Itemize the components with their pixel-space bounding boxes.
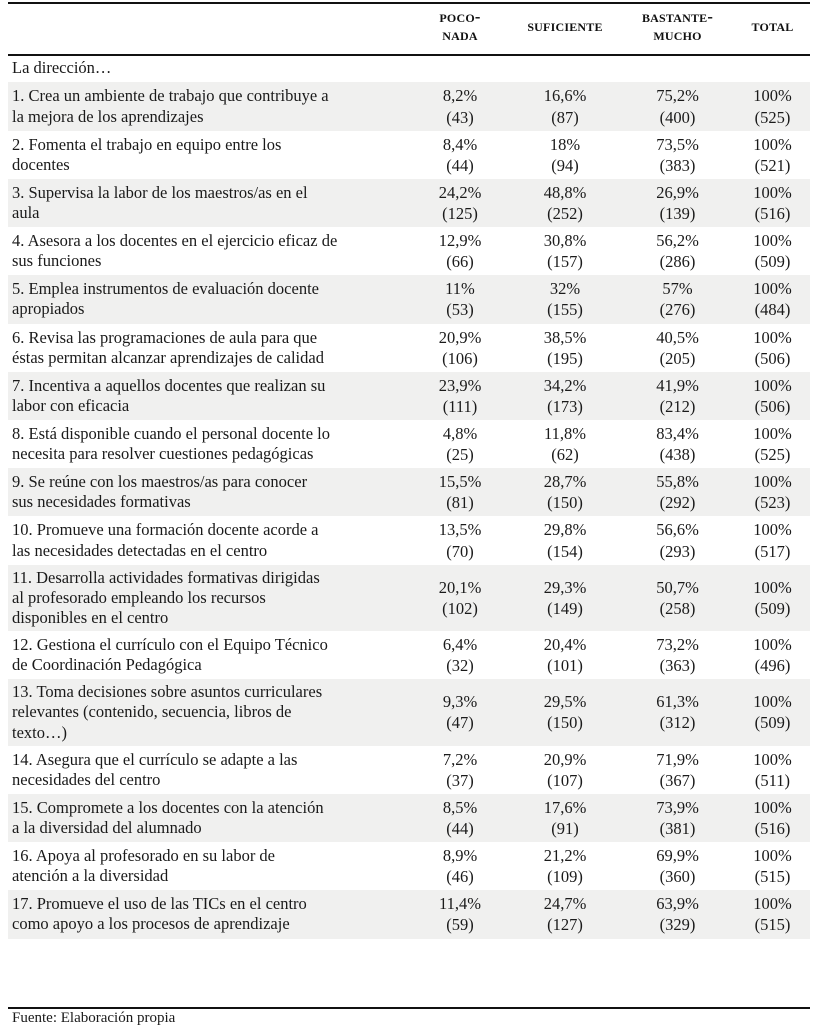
row-cell-total-count: (525) [754, 445, 791, 465]
source-note: Fuente: Elaboración propia [12, 1010, 176, 1026]
row-cell-suficiente-count: (252) [547, 204, 583, 224]
row-cell-suficiente-percent: 24,7% [543, 894, 587, 914]
column-header-poco-nada-line2: nada [442, 25, 478, 44]
table-row [8, 746, 810, 794]
row-cell-bastante-mucho-count: (286) [659, 252, 696, 272]
table-bottom-rule [8, 1007, 810, 1009]
row-cell-bastante-mucho-percent: 61,3% [656, 692, 699, 712]
row-item-label-line: necesita para resolver cuestiones pedagógicas [12, 444, 314, 464]
row-cell-bastante-mucho [620, 565, 735, 631]
row-item-label-line: sus necesidades formativas [12, 492, 191, 512]
row-cell-bastante-mucho-percent: 56,2% [656, 231, 699, 251]
row-cell-total [735, 420, 810, 468]
row-cell-suficiente [510, 842, 620, 890]
row-cell-suficiente-count: (87) [551, 107, 579, 127]
row-cell-suficiente-percent: 18% [549, 134, 581, 154]
row-cell-poco-nada [410, 372, 510, 420]
row-cell-poco-nada-count: (102) [442, 598, 478, 618]
table-row [8, 227, 810, 275]
row-cell-total-percent: 100% [753, 797, 792, 817]
row-cell-poco-nada [410, 842, 510, 890]
row-cell-total-percent: 100% [753, 692, 792, 712]
row-item-label [8, 324, 410, 372]
row-cell-bastante-mucho [620, 227, 735, 275]
row-cell-bastante-mucho [620, 468, 735, 516]
row-cell-poco-nada-count: (53) [446, 300, 474, 320]
row-cell-bastante-mucho-percent: 57% [662, 279, 693, 299]
row-item-label-line: las necesidades detectadas en el centro [12, 540, 268, 560]
column-header-item [8, 0, 410, 52]
table-header-rule [8, 54, 810, 56]
row-cell-total-percent: 100% [753, 327, 792, 347]
row-cell-total-percent: 100% [753, 231, 792, 251]
row-item-label-line: 14. Asegura que el currículo se adapte a las [12, 749, 298, 769]
row-cell-bastante-mucho-count: (205) [659, 348, 696, 368]
row-cell-suficiente [510, 746, 620, 794]
row-cell-bastante-mucho [620, 516, 735, 564]
row-cell-suficiente-count: (173) [547, 396, 583, 416]
table-row [8, 794, 810, 842]
row-cell-bastante-mucho-percent: 71,9% [656, 749, 699, 769]
row-item-label [8, 131, 410, 179]
row-cell-poco-nada-percent: 8,4% [442, 134, 478, 154]
row-cell-suficiente-count: (150) [547, 713, 583, 733]
row-cell-total [735, 82, 810, 130]
row-cell-poco-nada [410, 420, 510, 468]
row-item-label [8, 372, 410, 420]
row-cell-poco-nada-count: (59) [446, 915, 474, 935]
row-cell-total-percent: 100% [753, 846, 792, 866]
row-cell-poco-nada [410, 179, 510, 227]
row-item-label-line: 15. Compromete a los docentes con la atención [12, 797, 324, 817]
row-cell-bastante-mucho [620, 372, 735, 420]
row-cell-bastante-mucho-percent: 26,9% [656, 182, 699, 202]
row-cell-bastante-mucho [620, 631, 735, 679]
row-cell-poco-nada-count: (25) [446, 445, 474, 465]
row-cell-poco-nada-percent: 20,1% [438, 577, 482, 597]
row-cell-bastante-mucho [620, 131, 735, 179]
column-header-suficiente: suficiente [527, 16, 603, 36]
row-cell-total [735, 468, 810, 516]
table-row [8, 131, 810, 179]
row-item-label-line: necesidades del centro [12, 769, 161, 789]
row-cell-bastante-mucho-count: (276) [659, 300, 696, 320]
row-cell-poco-nada-count: (66) [446, 252, 474, 272]
row-item-label [8, 679, 410, 745]
row-cell-total-count: (484) [754, 300, 791, 320]
row-cell-poco-nada-count: (47) [446, 713, 474, 733]
row-cell-bastante-mucho-count: (329) [659, 915, 696, 935]
row-cell-total [735, 565, 810, 631]
row-cell-total-percent: 100% [753, 182, 792, 202]
row-cell-suficiente-count: (127) [547, 915, 583, 935]
row-cell-poco-nada-count: (32) [446, 656, 474, 676]
row-item-label-line: 10. Promueve una formación docente acorde a [12, 520, 319, 540]
row-cell-poco-nada-count: (111) [442, 396, 478, 416]
row-cell-bastante-mucho-percent: 73,9% [656, 797, 699, 817]
column-header-bastante-mucho-line2: mucho [653, 25, 702, 44]
row-cell-suficiente-percent: 20,9% [543, 749, 587, 769]
row-cell-poco-nada [410, 890, 510, 938]
row-cell-poco-nada [410, 227, 510, 275]
row-cell-suficiente-count: (154) [547, 541, 583, 561]
table-body [8, 52, 810, 939]
row-cell-total-count: (506) [754, 396, 791, 416]
row-item-label-line: la mejora de los aprendizajes [12, 106, 204, 126]
table-header-row [8, 0, 810, 52]
row-cell-total-count: (516) [754, 204, 791, 224]
table-top-rule [8, 2, 810, 4]
row-cell-poco-nada [410, 631, 510, 679]
table-row [8, 468, 810, 516]
row-cell-suficiente-count: (62) [551, 445, 579, 465]
row-cell-poco-nada-count: (46) [446, 867, 474, 887]
row-cell-bastante-mucho-count: (258) [659, 598, 696, 618]
row-item-label [8, 565, 410, 631]
row-item-label-line: sus funciones [12, 251, 102, 271]
row-cell-bastante-mucho [620, 275, 735, 323]
row-cell-suficiente-percent: 29,5% [543, 692, 587, 712]
row-cell-total-percent: 100% [753, 749, 792, 769]
row-item-label-line: de Coordinación Pedagógica [12, 655, 202, 675]
row-item-label-line: 1. Crea un ambiente de trabajo que contribuye a [12, 86, 329, 106]
row-cell-bastante-mucho-percent: 41,9% [656, 375, 699, 395]
row-cell-suficiente [510, 890, 620, 938]
table-row [8, 179, 810, 227]
row-item-label [8, 746, 410, 794]
row-cell-total [735, 890, 810, 938]
row-cell-total-percent: 100% [753, 520, 792, 540]
row-cell-suficiente [510, 179, 620, 227]
row-cell-suficiente-percent: 21,2% [543, 846, 587, 866]
row-cell-suficiente [510, 420, 620, 468]
row-cell-total-percent: 100% [753, 86, 792, 106]
column-header-poco-nada [410, 0, 510, 52]
table-row [8, 565, 810, 631]
row-cell-poco-nada-count: (44) [446, 818, 474, 838]
row-cell-suficiente [510, 131, 620, 179]
row-cell-total-count: (509) [754, 713, 791, 733]
row-item-label [8, 468, 410, 516]
row-cell-poco-nada [410, 794, 510, 842]
row-cell-bastante-mucho-count: (367) [659, 770, 696, 790]
column-header-poco-nada-line1: poco- [439, 7, 481, 27]
row-cell-suficiente-percent: 32% [549, 279, 581, 299]
row-cell-poco-nada-percent: 9,3% [442, 692, 478, 712]
row-cell-total-percent: 100% [753, 577, 792, 597]
row-cell-total-percent: 100% [753, 424, 792, 443]
row-cell-poco-nada-percent: 12,9% [438, 231, 482, 251]
row-cell-poco-nada-count: (81) [446, 493, 474, 513]
row-item-label [8, 842, 410, 890]
row-cell-bastante-mucho-count: (400) [659, 107, 696, 127]
row-cell-suficiente-count: (195) [547, 348, 583, 368]
row-cell-suficiente-percent: 28,7% [543, 472, 587, 492]
row-cell-suficiente-percent: 30,8% [543, 231, 587, 251]
row-cell-suficiente-percent: 16,6% [543, 86, 587, 106]
row-cell-bastante-mucho-percent: 83,4% [656, 424, 699, 443]
table-header [8, 0, 810, 52]
row-cell-suficiente [510, 516, 620, 564]
table-row [8, 82, 810, 130]
row-cell-bastante-mucho [620, 82, 735, 130]
row-cell-total-count: (511) [754, 770, 791, 790]
row-cell-poco-nada [410, 324, 510, 372]
row-item-label [8, 275, 410, 323]
row-item-label [8, 631, 410, 679]
row-item-label-line: 2. Fomenta el trabajo en equipo entre los [12, 134, 282, 154]
row-item-label-line: 13. Toma decisiones sobre asuntos curriculares [12, 682, 323, 702]
row-cell-poco-nada [410, 275, 510, 323]
survey-results-table [8, 0, 810, 939]
row-cell-total [735, 275, 810, 323]
row-cell-suficiente-percent: 34,2% [543, 375, 587, 395]
row-cell-bastante-mucho-count: (381) [659, 818, 696, 838]
table-row [8, 842, 810, 890]
row-cell-total-count: (509) [754, 598, 791, 618]
row-item-label [8, 179, 410, 227]
row-item-label-line: docentes [12, 154, 70, 174]
row-cell-poco-nada-count: (70) [446, 541, 474, 561]
row-cell-suficiente-count: (157) [547, 252, 583, 272]
row-cell-total-count: (515) [754, 867, 791, 887]
row-cell-bastante-mucho [620, 324, 735, 372]
row-cell-bastante-mucho-percent: 50,7% [656, 577, 699, 597]
row-item-label-line: relevantes (contenido, secuencia, libros de [12, 702, 292, 722]
row-cell-total [735, 372, 810, 420]
row-cell-suficiente-count: (94) [551, 155, 579, 175]
row-cell-bastante-mucho [620, 179, 735, 227]
row-cell-bastante-mucho-percent: 56,6% [656, 520, 699, 540]
row-cell-poco-nada-percent: 6,4% [442, 635, 478, 655]
row-item-label-line: 11. Desarrolla actividades formativas dirigidas [12, 567, 320, 587]
row-cell-bastante-mucho-count: (212) [659, 396, 696, 416]
row-cell-bastante-mucho-percent: 73,2% [656, 635, 699, 655]
row-cell-total-count: (517) [754, 541, 791, 561]
row-cell-suficiente [510, 82, 620, 130]
row-cell-poco-nada-percent: 11% [445, 279, 475, 299]
row-cell-suficiente [510, 631, 620, 679]
row-cell-bastante-mucho-count: (292) [659, 493, 696, 513]
row-cell-total-percent: 100% [753, 472, 792, 492]
row-cell-suficiente [510, 275, 620, 323]
row-item-label-line: apropiados [12, 299, 85, 319]
row-cell-total-count: (521) [754, 155, 791, 175]
row-cell-poco-nada [410, 82, 510, 130]
row-item-label-line: 7. Incentiva a aquellos docentes que realizan su [12, 375, 326, 395]
row-cell-suficiente-percent: 48,8% [543, 182, 587, 202]
row-cell-total-percent: 100% [753, 375, 792, 395]
row-item-label [8, 890, 410, 938]
row-cell-bastante-mucho-percent: 75,2% [656, 86, 699, 106]
row-cell-total-count: (515) [754, 915, 791, 935]
row-item-label [8, 516, 410, 564]
row-cell-bastante-mucho-count: (360) [659, 867, 696, 887]
row-cell-poco-nada-count: (44) [446, 155, 474, 175]
row-cell-total [735, 794, 810, 842]
row-cell-suficiente [510, 227, 620, 275]
row-cell-total-count: (516) [754, 818, 791, 838]
row-cell-bastante-mucho-count: (139) [659, 204, 696, 224]
row-item-label-line: 16. Apoya al profesorado en su labor de [12, 846, 276, 866]
row-cell-suficiente-count: (155) [547, 300, 583, 320]
column-header-total: total [751, 16, 794, 36]
table-row [8, 420, 810, 468]
row-cell-bastante-mucho-count: (312) [659, 713, 696, 733]
row-item-label-line: como apoyo a los procesos de aprendizaje [12, 914, 290, 934]
row-cell-bastante-mucho-count: (383) [659, 155, 696, 175]
row-cell-total-count: (506) [754, 348, 791, 368]
row-cell-suficiente-count: (149) [547, 598, 583, 618]
row-cell-suficiente [510, 565, 620, 631]
row-cell-bastante-mucho [620, 890, 735, 938]
row-item-label [8, 82, 410, 130]
row-cell-poco-nada-percent: 23,9% [438, 375, 482, 395]
row-cell-suficiente-percent: 17,6% [543, 797, 587, 817]
row-cell-suficiente [510, 372, 620, 420]
row-cell-total-percent: 100% [753, 635, 792, 655]
row-item-label-line: 8. Está disponible cuando el personal docente lo [12, 423, 330, 443]
table-row [8, 372, 810, 420]
row-cell-bastante-mucho [620, 420, 735, 468]
row-item-label-line: 17. Promueve el uso de las TICs en el centro [12, 894, 307, 914]
row-cell-suficiente-count: (101) [547, 656, 583, 676]
row-cell-total-count: (523) [754, 493, 791, 513]
table-row [8, 275, 810, 323]
row-cell-poco-nada-count: (43) [446, 107, 474, 127]
row-item-label-line: atención a la diversidad [12, 866, 169, 886]
row-item-label-line: 4. Asesora a los docentes en el ejercicio eficaz de [12, 231, 338, 251]
row-cell-poco-nada-count: (125) [442, 204, 478, 224]
row-cell-suficiente [510, 324, 620, 372]
row-cell-bastante-mucho-percent: 73,5% [656, 134, 699, 154]
row-cell-suficiente-percent: 29,3% [543, 577, 587, 597]
row-cell-suficiente-count: (150) [547, 493, 583, 513]
row-cell-poco-nada [410, 565, 510, 631]
row-cell-poco-nada-percent: 11,4% [438, 894, 481, 914]
row-cell-bastante-mucho [620, 794, 735, 842]
row-item-label-line: disponibles en el centro [12, 607, 169, 627]
row-cell-bastante-mucho-count: (363) [659, 656, 696, 676]
row-cell-total-percent: 100% [753, 894, 792, 914]
row-cell-bastante-mucho [620, 746, 735, 794]
row-item-label-line: aula [12, 203, 40, 223]
row-cell-bastante-mucho-percent: 40,5% [656, 327, 699, 347]
table-row [8, 516, 810, 564]
row-cell-poco-nada-percent: 7,2% [442, 749, 478, 769]
row-cell-total-count: (509) [754, 252, 791, 272]
row-cell-total [735, 842, 810, 890]
row-item-label-line: 9. Se reúne con los maestros/as para conocer [12, 472, 308, 492]
row-cell-poco-nada-percent: 13,5% [438, 520, 482, 540]
row-cell-poco-nada-percent: 8,9% [442, 846, 478, 866]
row-cell-bastante-mucho [620, 679, 735, 745]
row-cell-poco-nada-percent: 8,2% [442, 86, 478, 106]
row-cell-total [735, 179, 810, 227]
column-header-bastante-mucho [620, 0, 735, 52]
row-item-label [8, 794, 410, 842]
row-cell-bastante-mucho-percent: 63,9% [656, 894, 699, 914]
row-cell-suficiente-count: (107) [547, 770, 583, 790]
row-cell-poco-nada [410, 468, 510, 516]
table-row [8, 890, 810, 938]
row-cell-poco-nada [410, 516, 510, 564]
row-cell-suficiente [510, 794, 620, 842]
row-cell-bastante-mucho-percent: 55,8% [656, 472, 699, 492]
section-heading-row [8, 52, 810, 82]
row-item-label-line: éstas permitan alcanzar aprendizajes de calidad [12, 347, 324, 367]
section-heading-label: La dirección… [8, 52, 810, 82]
row-cell-poco-nada [410, 746, 510, 794]
row-item-label-line: 6. Revisa las programaciones de aula para que [12, 327, 318, 347]
row-cell-suficiente-count: (109) [547, 867, 583, 887]
row-item-label-line: texto…) [12, 722, 67, 742]
column-header-bastante-mucho-line1: bastante- [641, 7, 714, 27]
row-cell-poco-nada-percent: 24,2% [438, 182, 482, 202]
row-cell-suficiente-percent: 11,8% [543, 424, 586, 443]
table-row [8, 324, 810, 372]
row-cell-total [735, 516, 810, 564]
row-cell-suficiente [510, 679, 620, 745]
row-cell-total-count: (496) [754, 656, 791, 676]
row-cell-total [735, 131, 810, 179]
row-cell-suficiente-percent: 20,4% [543, 635, 587, 655]
row-cell-total [735, 746, 810, 794]
row-item-label-line: al profesorado empleando los recursos [12, 587, 266, 607]
row-cell-total [735, 227, 810, 275]
row-item-label-line: 5. Emplea instrumentos de evaluación docente [12, 279, 319, 299]
row-cell-bastante-mucho-count: (438) [659, 445, 696, 465]
row-cell-poco-nada [410, 679, 510, 745]
row-item-label [8, 420, 410, 468]
table-row [8, 631, 810, 679]
row-cell-poco-nada-percent: 20,9% [438, 327, 482, 347]
row-cell-poco-nada-count: (106) [442, 348, 478, 368]
row-item-label-line: 3. Supervisa la labor de los maestros/as en el [12, 182, 308, 202]
row-cell-total [735, 679, 810, 745]
row-item-label-line: labor con eficacia [12, 395, 130, 415]
row-item-label-line: a la diversidad del alumnado [12, 817, 202, 837]
row-cell-suficiente-percent: 29,8% [543, 520, 587, 540]
row-cell-total-count: (525) [754, 107, 791, 127]
row-item-label-line: 12. Gestiona el currículo con el Equipo Técnico [12, 635, 328, 655]
row-cell-suficiente-count: (91) [551, 818, 579, 838]
row-cell-total-percent: 100% [753, 134, 792, 154]
row-cell-bastante-mucho-percent: 69,9% [656, 846, 699, 866]
row-cell-bastante-mucho-count: (293) [659, 541, 696, 561]
row-cell-total [735, 324, 810, 372]
row-item-label [8, 227, 410, 275]
row-cell-total-percent: 100% [753, 279, 792, 299]
row-cell-suficiente-percent: 38,5% [543, 327, 587, 347]
row-cell-total [735, 631, 810, 679]
row-cell-poco-nada-percent: 8,5% [442, 797, 478, 817]
row-cell-poco-nada-percent: 4,8% [442, 424, 478, 443]
row-cell-poco-nada [410, 131, 510, 179]
row-cell-poco-nada-percent: 15,5% [438, 472, 482, 492]
table-row [8, 679, 810, 745]
row-cell-poco-nada-count: (37) [446, 770, 474, 790]
row-cell-bastante-mucho [620, 842, 735, 890]
row-cell-suficiente [510, 468, 620, 516]
